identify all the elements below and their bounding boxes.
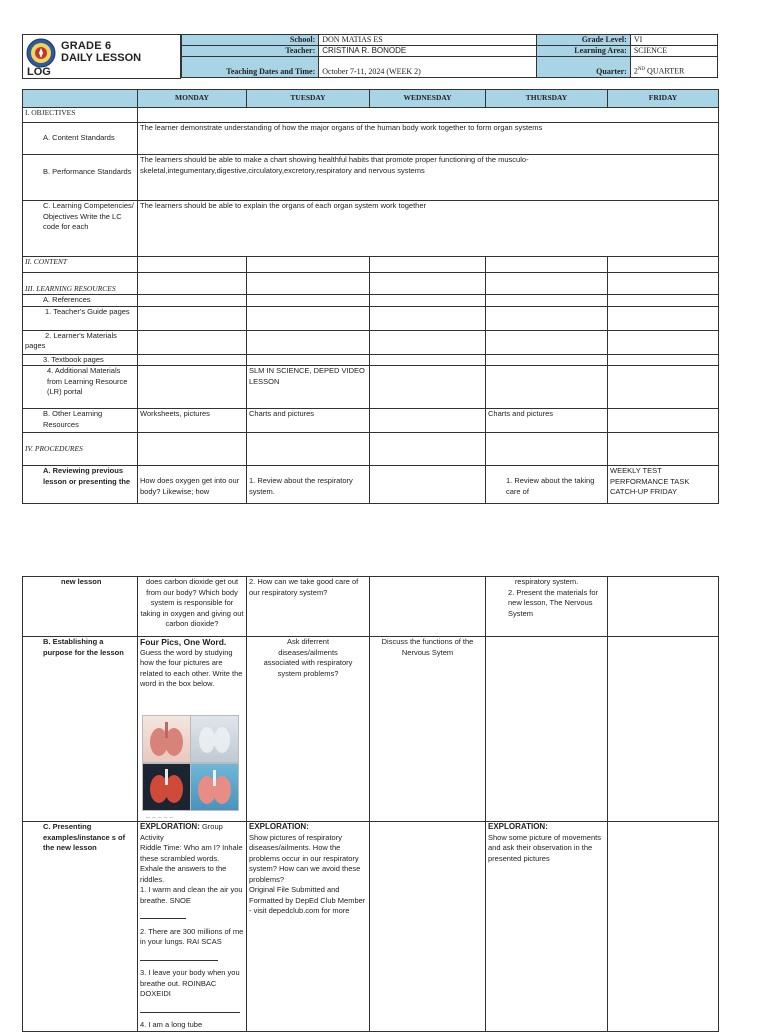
exploration-title-tuesday: EXPLORATION: — [249, 822, 309, 831]
performance-standards-label: B. Performance Standards — [23, 155, 138, 201]
riddle-3-answer-line — [140, 1004, 240, 1013]
textbook-pages-label: 3. Textbook pages — [23, 354, 138, 366]
establishing-wednesday: Discuss the functions of the Nervous Sytem — [370, 637, 486, 822]
learning-competencies-text: The learners should be able to explain the organs of each organ system work together — [138, 201, 719, 257]
four-pics-instructions: Guess the word by studying how the four pictures are related to each other. Write the word in the box below. — [140, 647, 243, 688]
grade-level-label: Grade Level: — [536, 35, 630, 46]
presenting-monday — [138, 822, 247, 1032]
day-monday: MONDAY — [138, 90, 247, 108]
day-wednesday: WEDNESDAY — [370, 90, 486, 108]
establishing-monday — [138, 637, 247, 822]
reviewing-friday — [608, 466, 719, 504]
establishing-tuesday: Ask diferrent diseases/ailments associated with respiratory system problems? — [247, 637, 370, 822]
friday-weekly-test: WEEKLY TEST — [610, 466, 662, 475]
lesson-table-page1 — [22, 89, 719, 504]
lungs-image-3 — [142, 763, 191, 811]
lesson-table-page2 — [22, 576, 719, 1032]
reviewing-monday: How does oxygen get into our body? Likewise; how — [138, 466, 247, 504]
quarter-suffix: ND — [637, 67, 646, 73]
performance-standards-text: The learners should be able to make a chart showing healthful habits that promote proper functioning of the musculo-skeletal,integumentary,digestive,circulatory,excretory,respiratory and nervous systems — [138, 155, 719, 201]
presenting-thursday — [486, 822, 608, 1032]
dates-label: Teaching Dates and Time: — [182, 57, 319, 78]
exploration-title-monday: EXPLORATION: — [140, 822, 200, 831]
day-friday: FRIDAY — [608, 90, 719, 108]
procedures-heading: IV. PROCEDURES — [23, 433, 138, 466]
learning-area-label: Learning Area: — [536, 46, 630, 57]
content-standards-text: The learner demonstrate understanding of how the major organs of the human body work together to form organ systems — [138, 123, 719, 155]
reviewing-tuesday-cont: 2. How can we take good care of our respiratory system? — [247, 577, 370, 637]
day-tuesday: TUESDAY — [247, 90, 370, 108]
learning-competencies-label: C. Learning Competencies/ Objectives Write the LC code for each — [23, 201, 138, 257]
friday-catch-up: CATCH-UP FRIDAY — [610, 487, 678, 496]
dates-value: October 7-11, 2024 (WEEK 2) — [319, 57, 536, 78]
presenting-tuesday — [247, 822, 370, 1032]
exploration-group-activity: Group Activity — [140, 822, 223, 842]
school-label: School: — [182, 35, 319, 46]
quarter-number: 2 — [633, 67, 638, 76]
riddle-2: 2. There are 300 millions of me in your lungs. RAI SCAS — [140, 926, 244, 946]
exploration-title-thursday: EXPLORATION: — [488, 822, 548, 831]
school-value: DON MATIAS ES — [319, 35, 536, 46]
additional-materials-tuesday: SLM IN SCIENCE, DEPED VIDEO LESSON — [247, 366, 370, 409]
reviewing-monday-cont: does carbon dioxide get out from our body? Which body system is responsible for taking in oxygen and giving out carbon dioxide? — [138, 577, 247, 637]
day-header-row — [23, 90, 719, 108]
objectives-heading: I. OBJECTIVES — [23, 108, 138, 123]
lungs-xray-image — [190, 715, 239, 763]
four-pics-title: Four Pics, One Word. — [140, 637, 227, 647]
other-resources-thursday: Charts and pictures — [486, 409, 608, 433]
header-logo-block — [22, 34, 181, 79]
reviewing-thursday-cont-line2: 2. Present the materials for new lesson, The Nervous System — [508, 587, 599, 618]
answer-blanks: _ _ _ _ _ — [146, 811, 174, 818]
reviewing-lesson-label: A. Reviewing previous lesson or presenting the — [23, 466, 138, 504]
dll-title-line2: DAILY LESSON — [61, 52, 142, 64]
other-resources-tuesday: Charts and pictures — [247, 409, 370, 433]
additional-materials-label: 4. Additional Materials from Learning Resource (LR) portal — [23, 366, 138, 409]
riddle-2-answer-line — [140, 952, 218, 961]
quarter-label: Quarter: — [536, 57, 630, 78]
reviewing-tuesday: 1. Review about the respiratory system. — [247, 466, 370, 504]
riddle-3: 3. I leave your body when you breathe out. ROINBAC DOXEIDI — [140, 968, 240, 998]
deped-seal-icon — [26, 38, 56, 68]
establishing-purpose-label: B. Establishing a purpose for the lesson — [23, 637, 138, 822]
learners-materials-label: 2. Learner's Materials pages — [23, 330, 138, 354]
lungs-image-4 — [190, 763, 239, 811]
lungs-image-1 — [142, 715, 191, 763]
teacher-label: Teacher: — [182, 46, 319, 57]
quarter-value — [630, 57, 717, 78]
riddle-instructions: Riddle Time: Who am I? Inhale these scrambled words. Exhale the answers to the riddles. — [140, 843, 243, 884]
reviewing-lesson-label-cont: new lesson — [23, 577, 138, 637]
reviewing-thursday-cont — [486, 577, 608, 637]
riddle-4: 4. I am a long tube — [140, 1020, 203, 1029]
teacher-value: CRISTINA R. BONODE — [319, 46, 536, 57]
reviewing-thursday-cont-line1: respiratory system. — [514, 577, 579, 586]
riddle-1: 1. I warm and clean the air you breathe. SNOE — [140, 885, 243, 905]
reviewing-thursday: 1. Review about the taking care of — [486, 466, 608, 504]
depedclub-note: Original File Submitted and Formatted by DepEd Club Member - visit depedclub.com for more — [249, 885, 366, 915]
riddle-1-answer-line — [140, 910, 186, 919]
quarter-word: QUARTER — [647, 67, 685, 76]
day-thursday: THURSDAY — [486, 90, 608, 108]
other-resources-label: B. Other Learning Resources — [23, 409, 138, 433]
exploration-thursday-text: Show some picture of movements and ask their observation in the presented pictures — [488, 832, 601, 863]
content-heading: II. CONTENT — [23, 257, 138, 273]
dll-title-line1: GRADE 6 — [61, 40, 112, 52]
teachers-guide-label: 1. Teacher's Guide pages — [23, 306, 138, 330]
header-info-table — [181, 34, 718, 78]
content-standards-label: A. Content Standards — [23, 123, 138, 155]
friday-performance-task: PERFORMANCE TASK — [610, 476, 690, 486]
learning-area-value: SCIENCE — [630, 46, 717, 57]
other-resources-monday: Worksheets, pictures — [138, 409, 247, 433]
exploration-tuesday-text: Show pictures of respiratory diseases/ailments. How the problems occur in our respiratory system? How can we avoid these problems? — [249, 832, 361, 884]
learning-resources-heading: III. LEARNING RESOURCES — [23, 273, 138, 295]
grade-level-value: VI — [630, 35, 717, 46]
dll-title-line3: LOG — [27, 66, 51, 78]
references-label: A. References — [23, 295, 138, 307]
presenting-examples-label: C. Presenting examples/instance s of the new lesson — [23, 822, 138, 1032]
